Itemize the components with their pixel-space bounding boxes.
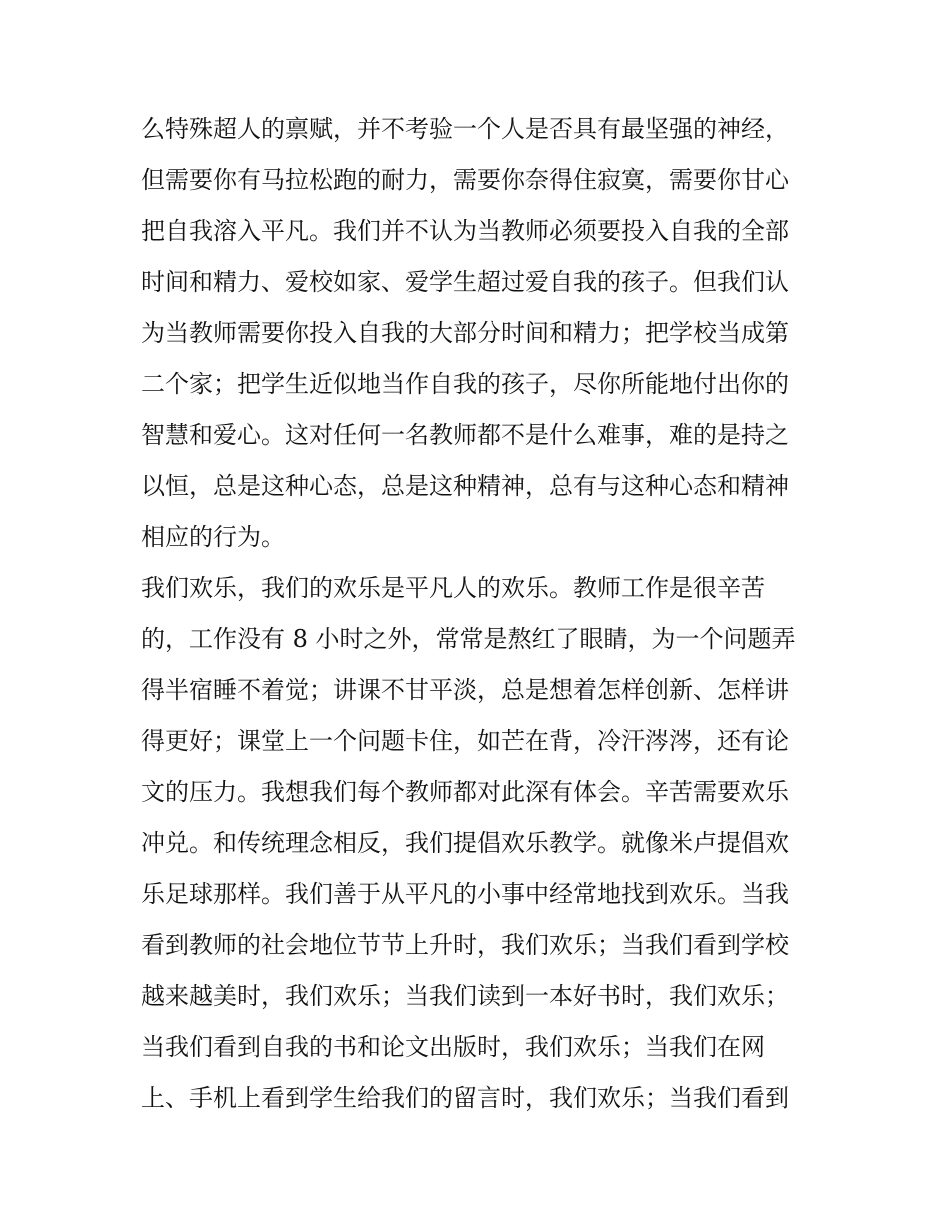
text-line-17: 看到教师的社会地位节节上升时，我们欢乐；当我们看到学校: [141, 931, 789, 959]
text-line-9: 相应的行为。: [141, 523, 285, 551]
text-line-16: 乐足球那样。我们善于从平凡的小事中经常地找到欢乐。当我: [141, 880, 789, 908]
text-line-18: 越来越美时，我们欢乐；当我们读到一本好书时，我们欢乐；: [141, 982, 789, 1010]
text-line-20: 上、手机上看到学生给我们的留言时，我们欢乐；当我们看到: [141, 1084, 789, 1112]
text-line-14: 文的压力。我想我们每个教师都对此深有体会。辛苦需要欢乐: [141, 778, 789, 806]
text-line-13: 得更好；课堂上一个问题卡住，如芒在背，冷汗涔涔，还有论: [141, 727, 789, 755]
text-line-4: 时间和精力、爱校如家、爱学生超过爱自我的孩子。但我们认: [141, 268, 789, 296]
text-line-15: 冲兑。和传统理念相反，我们提倡欢乐教学。就像米卢提倡欢: [141, 829, 789, 857]
text-line-7: 智慧和爱心。这对任何一名教师都不是什么难事，难的是持之: [141, 421, 789, 449]
text-line-1: 么特殊超人的禀赋，并不考验一个人是否具有最坚强的神经，: [141, 115, 789, 143]
text-line-11: 的，工作没有 8 小时之外，常常是熬红了眼睛，为一个问题弄: [141, 625, 796, 653]
text-line-10: 我们欢乐，我们的欢乐是平凡人的欢乐。教师工作是很辛苦: [141, 574, 765, 602]
text-line-12: 得半宿睡不着觉；讲课不甘平淡，总是想着怎样创新、怎样讲: [141, 676, 789, 704]
text-line-2: 但需要你有马拉松跑的耐力，需要你奈得住寂寞，需要你甘心: [141, 166, 789, 194]
text-line-8: 以恒，总是这种心态，总是这种精神，总有与这种心态和精神: [141, 472, 789, 500]
text-line-6: 二个家；把学生近似地当作自我的孩子，尽你所能地付出你的: [141, 370, 789, 398]
text-line-19: 当我们看到自我的书和论文出版时，我们欢乐；当我们在网: [141, 1033, 765, 1061]
text-line-5: 为当教师需要你投入自我的大部分时间和精力；把学校当成第: [141, 319, 789, 347]
body-text: [141, 104, 821, 1124]
text-line-3: 把自我溶入平凡。我们并不认为当教师必须要投入自我的全部: [141, 217, 789, 245]
